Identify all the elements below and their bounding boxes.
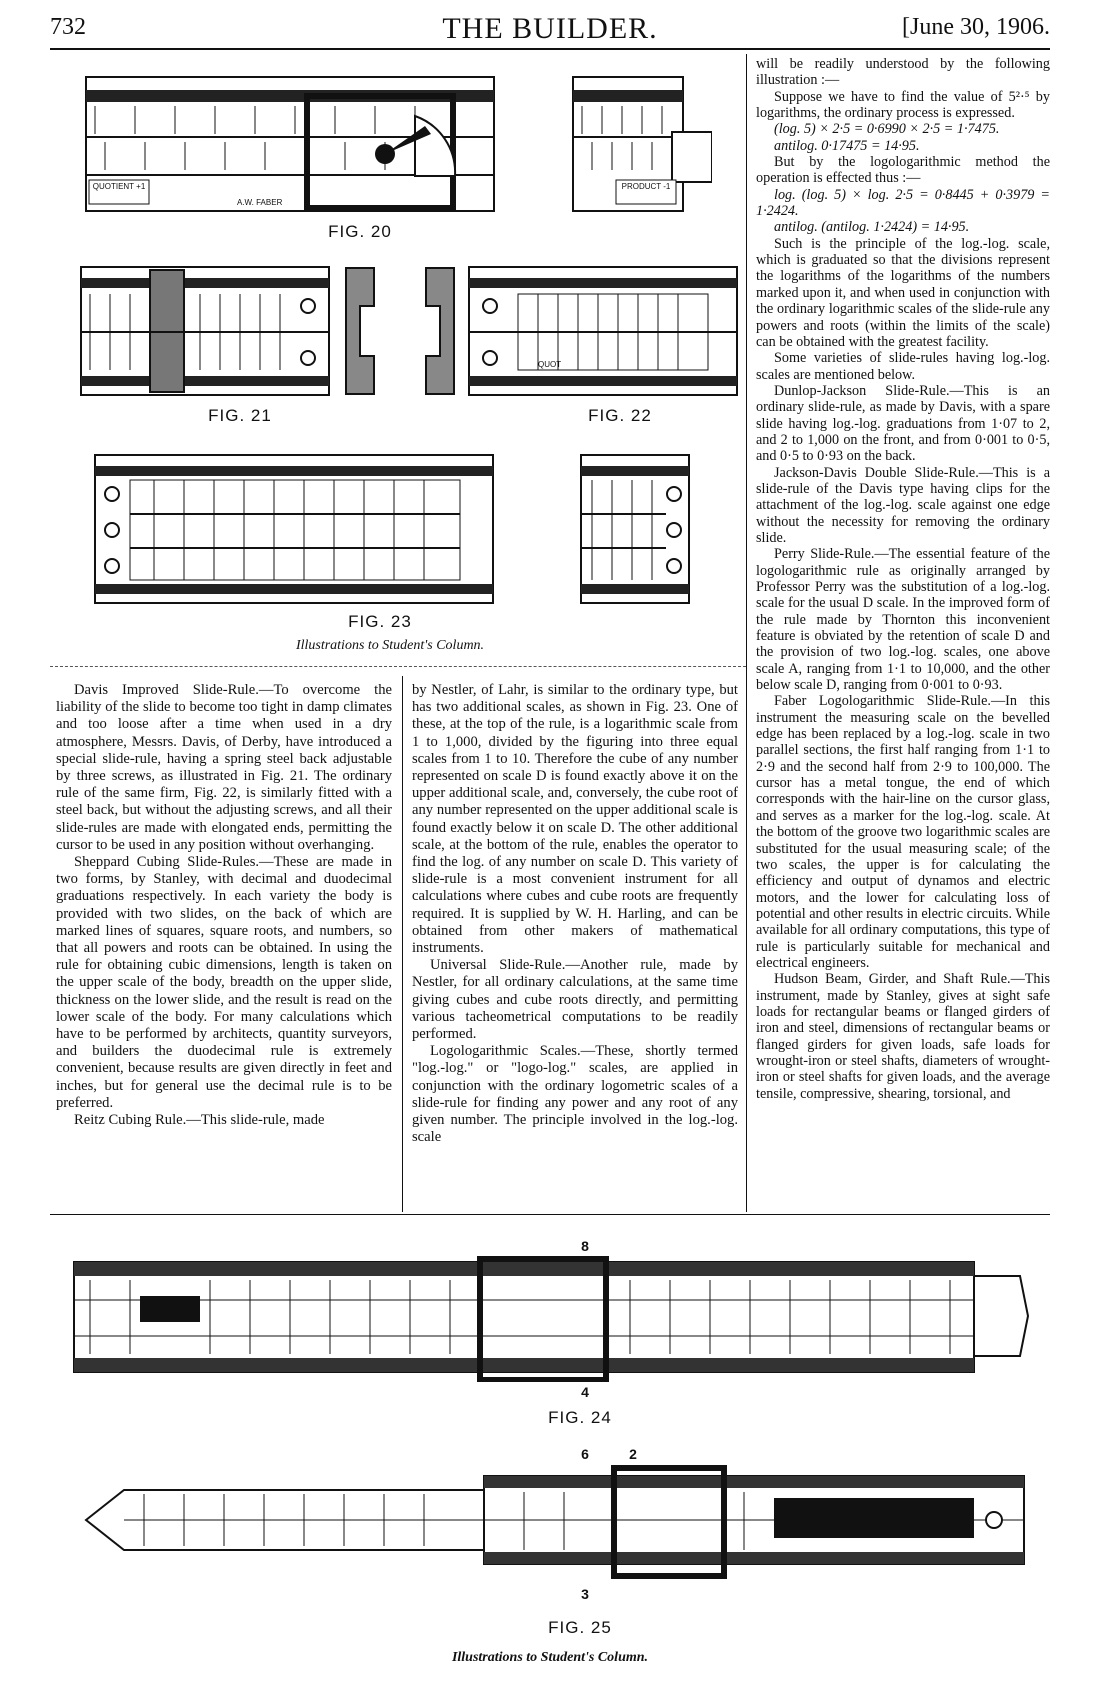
fig20-maker-label: A.W. FABER — [237, 198, 283, 207]
para-logologarithmic-method: But by the logologarithmic method the operation is effected thus :— — [756, 154, 1050, 187]
fig20-slide-rule-right — [572, 76, 712, 212]
equation-3: log. (log. 5) × log. 2·5 = 0·8445 + 0·3979 = 1·2424. — [756, 186, 1050, 220]
column-divider-left — [402, 676, 403, 1212]
fig23-slide-rule — [94, 454, 494, 604]
fig22-label: FIG. 22 — [588, 406, 652, 425]
fig20-label: FIG. 20 — [328, 222, 392, 241]
para-suppose: Suppose we have to find the value of 5²·⁵ by logarithms, the ordinary process is expressed. — [756, 88, 1050, 122]
para-hudson: Hudson Beam, Girder, and Shaft Rule.—This instrument, made by Stanley, gives at sight safe loads for rectangular beams or flanged girders of iron and steel, dimensions of rectangular beams or flanged girders for given loads, safe loads for wrought-iron or steel shafts, diameters of wrought-iron or steel shafts for given loads, and the average tensile, compressive, shearing, torsional, and — [756, 971, 1050, 1102]
para-jackson-davis: Jackson-Davis Double Slide-Rule.—This is a slide-rule of the Davis type having clips for the attachment of the log.-log. scale against one edge without the necessity for removing the ordinary slide. — [756, 464, 1050, 546]
para-illustration-intro: will be readily understood by the following illustration :— — [756, 56, 1050, 89]
fig23-slide-rule-right — [580, 454, 690, 604]
para-sheppard: Sheppard Cubing Slide-Rules.—These are made in two forms, by Stanley, with decimal and duodecimal graduations respectively. In each variety the body is provided with two slides, on the back of which are marked lines of squares, square roots, and numbers, so that all powers and roots can be obtained. In using the rule for obtaining cubic dimensions, length is taken on the upper scale of the body, breadth on the upper slide, thickness on the lower slide, and the result is read on the lower scale of the body. For many calculations which have to be performed by architects, quantity surveyors, and builders the duodecimal rule is extremely convenient, because results are given directly in feet and inches, but for general use the decimal rule is to be preferred. — [56, 854, 392, 1111]
para-faber: Faber Logologarithmic Slide-Rule.—In this instrument the measuring scale on the bevelled edge has been replaced by a log.-log. scale in two parallel sections, the first half ranging from 1·1 to 2·9 and the second half from 2·9 to 100,000. The cursor has a metal tongue, the end of which corresponds with the hair-line on the cursor glass, and serves as a marker for the log.-log. scale. At the bottom of the groove two logarithmic scales are substituted for the usual measuring scale; of the two scales, the upper is for calculating the efficiency and output of dynamos and electric motors, and the lower for calculating loss of potential and other results in electric circuits. While available for all ordinary computations, this type of rule is particularly suitable for mechanical and electrical engineers. — [756, 693, 1050, 971]
fig20-quotient-label: QUOTIENT +1 — [92, 182, 146, 191]
equation-2: antilog. 0·17475 = 14·95. — [774, 137, 920, 154]
text-bottom-rule — [50, 1214, 1050, 1215]
equation-1: (log. 5) × 2·5 = 0·6990 × 2·5 = 1·7475. — [774, 121, 1000, 138]
fig24-marker-bottom: 4 — [581, 1384, 589, 1400]
para-varieties: Some varieties of slide-rules having log.-log. scales are mentioned below. — [756, 350, 1050, 383]
fig21-drawing — [80, 266, 330, 396]
fig24-drawing — [70, 1256, 1030, 1382]
fig24-slide-rule — [70, 1256, 1030, 1382]
fig25-marker-top-left: 6 — [581, 1446, 589, 1462]
fig22-quot-label: QUOT — [538, 360, 562, 369]
text-column-1 — [56, 682, 392, 1129]
equation-4: antilog. (antilog. 1·2424) = 14·95. — [774, 219, 970, 236]
fig24-label: FIG. 24 — [548, 1408, 612, 1427]
para-reitz-cont: by Nestler, of Lahr, is similar to the ordinary type, but has two additional scales, as shown in Fig. 23. One of these, at the top of the rule, is a logarithmic scale from 1 to 1,000, divided by the figuring into three equal scales from 1 to 10. Therefore the cube of any number represented on scale D is found exactly above it on the upper additional scale, and, conversely, the cube root of any number represented on the upper additional scale is found exactly below it on scale D. The other additional scale, at the bottom of the rule, enables the operator to find the log. of any number on scale D. This variety of slide-rule is a most convenient instrument for all calculations where cubes and cube roots are frequently required. It is supplied by W. H. Harling, and can be obtained from other makers of mathematical instruments. — [412, 682, 738, 957]
fig25-drawing — [84, 1464, 1030, 1580]
fig25-marker-bottom: 3 — [581, 1586, 589, 1602]
fig20-slide-rule-left — [85, 76, 495, 212]
para-reitz: Reitz Cubing Rule.—This slide-rule, made — [74, 1112, 325, 1129]
para-principle: Such is the principle of the log.-log. scale, which is graduated so that the divisions represent the logarithms of the logarithms of the numbers marked upon it, and when used in conjunction with the ordinary logarithmic scales of the slide-rule any powers and roots (within the limits of the scale) can be obtained with the greatest facility. — [756, 235, 1050, 350]
para-dunlop-jackson: Dunlop-Jackson Slide-Rule.—This is an ordinary slide-rule, as made by Davis, with a spare slide having log.-log. graduations from 1·07 to 2, and 2 to 1,000 on the front, and from 0·001 to 0·5, and 0·5 to 0·93 on the back. — [756, 382, 1050, 465]
figures-divider — [50, 666, 746, 667]
figure-caption-top: Illustrations to Student's Column. — [295, 638, 485, 653]
fig23-label: FIG. 23 — [348, 612, 412, 631]
fig22-slide-rule — [468, 266, 738, 396]
page-number: 732 — [50, 14, 86, 40]
fig21-section-left — [340, 266, 380, 396]
para-logologarithmic: Logologarithmic Scales.—These, shortly termed "log.-log." or "logo-log." scales, are applied in conjunction with the ordinary logometric scales of a slide-rule for finding any power and any root of any given number. The principle involved in the log.-log. scale — [412, 1043, 738, 1146]
para-davis: Davis Improved Slide-Rule.—To overcome the liability of the slide to become too tight in damp climates and too loose after a time when used in a dry atmosphere, Messrs. Davis, of Derby, have introduced a special slide-rule, having a spring steel back adjustable by three screws, as illustrated in Fig. 21. The ordinary rule of the same firm, Fig. 22, is similarly fitted with a steel back, but without the adjusting screws, and all their slide-rules are made with elongated ends, permitting the cursor to be used in any position without overhanging. — [56, 682, 392, 853]
fig25-marker-top-right: 2 — [629, 1446, 637, 1462]
fig20-drawing-right — [572, 76, 712, 212]
fig21-label: FIG. 21 — [208, 406, 272, 425]
fig23-drawing — [94, 454, 494, 604]
para-perry: Perry Slide-Rule.—The essential feature of the logologarithmic rule as originally arranged by Professor Perry was the substitution of a log.-log. scale for the usual D scale. In the improved form of the rule made by Thornton this inconvenient feature is obviated by the retention of scale D and the provision of two log.-log. scales, one above scale A, ranging from 1·1 to 10,000, and the other below scale D, ranging from 0·001 to 0·93. — [756, 546, 1050, 694]
text-column-3 — [756, 56, 1050, 1102]
figure-caption-bottom: Illustrations to Student's Column. — [451, 1650, 649, 1665]
column-divider-right — [746, 54, 747, 1212]
fig24-marker-top: 8 — [581, 1238, 589, 1254]
text-column-2 — [412, 682, 738, 1146]
issue-date: [June 30, 1906. — [902, 14, 1050, 40]
page-header — [50, 10, 1050, 50]
fig20-drawing — [85, 76, 495, 212]
fig22-drawing — [468, 266, 738, 396]
fig23-drawing-right — [580, 454, 690, 604]
fig21-section-drawing — [340, 266, 380, 396]
fig22-section — [420, 266, 460, 396]
fig21-slide-rule — [80, 266, 330, 396]
fig22-section-drawing — [420, 266, 460, 396]
para-universal: Universal Slide-Rule.—Another rule, made by Nestler, for all ordinary calculations, at the same time giving cubes and cube roots directly, and permitting various tacheometrical computations to be readily performed. — [412, 957, 738, 1043]
fig25-label: FIG. 25 — [548, 1618, 612, 1637]
fig25-slide-rule — [84, 1464, 1030, 1580]
journal-title: THE BUILDER. — [442, 12, 658, 45]
fig20-product-label: PRODUCT -1 — [621, 182, 671, 191]
